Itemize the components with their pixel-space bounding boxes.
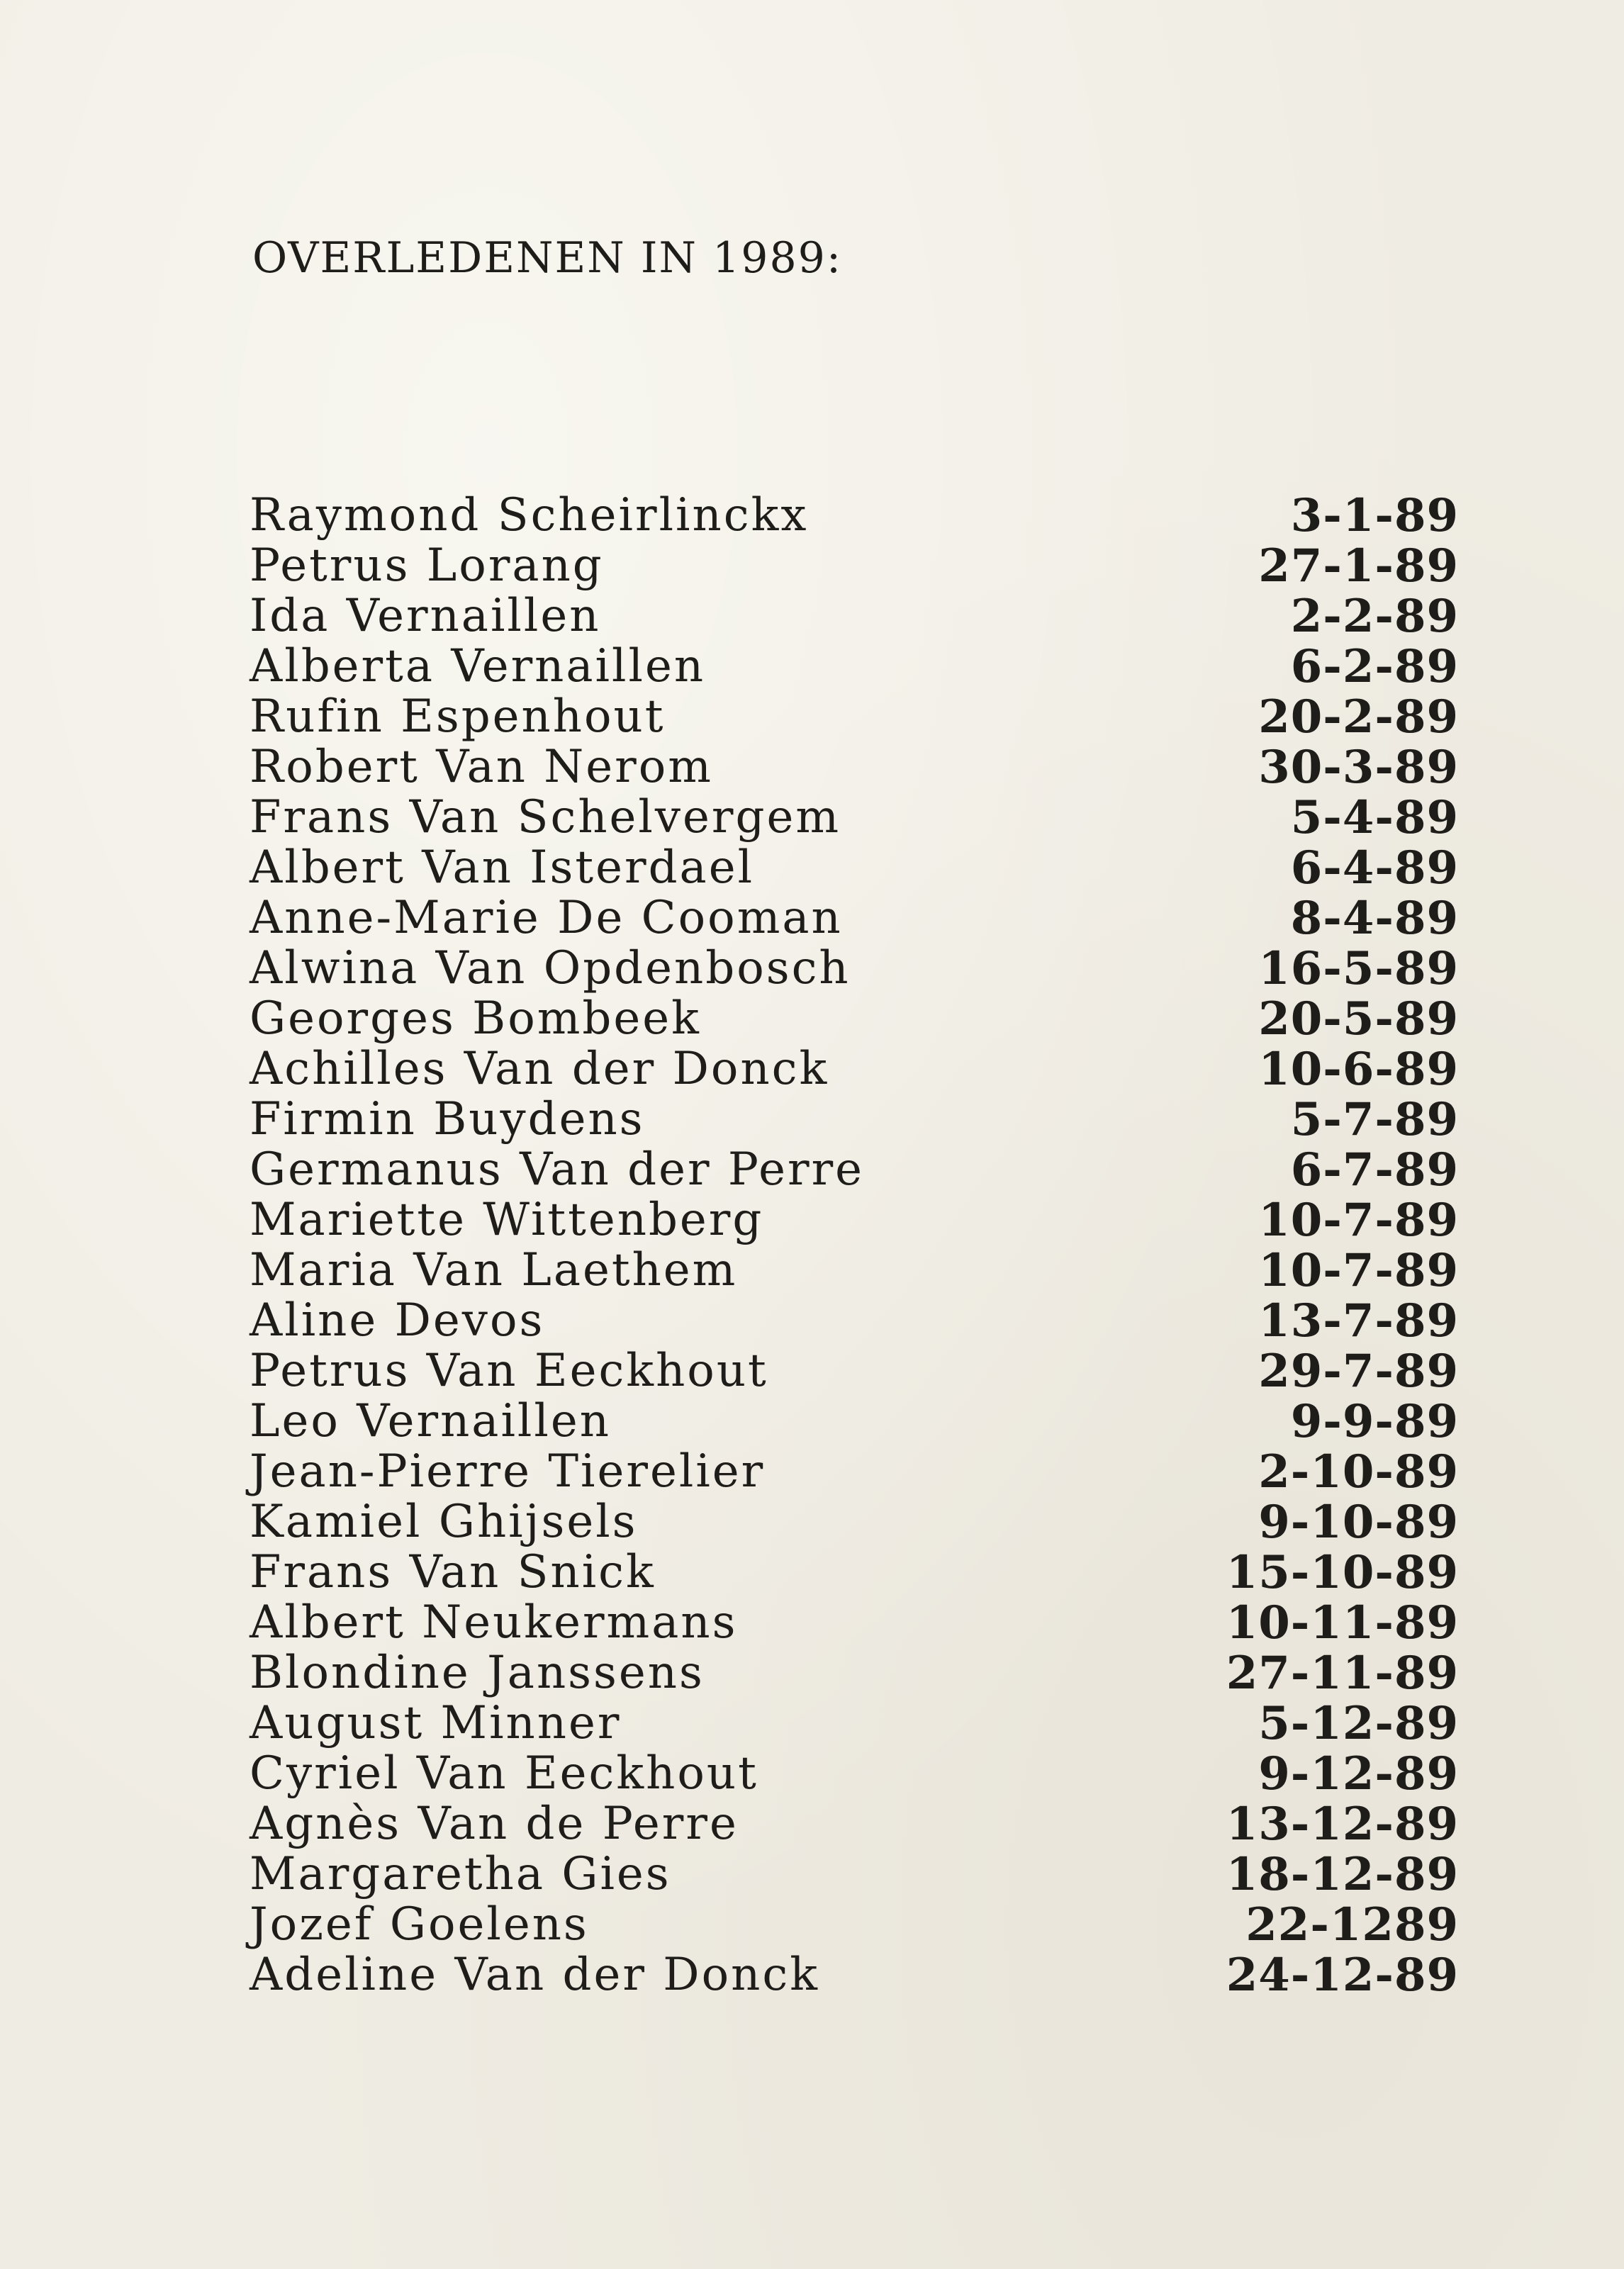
death-date: 16-5-89 bbox=[1258, 942, 1459, 995]
deceased-name: Albert Van Isterdael bbox=[250, 841, 755, 894]
death-date: 13-12-89 bbox=[1226, 1798, 1459, 1851]
list-item bbox=[250, 994, 1469, 1044]
deceased-name: Georges Bombeek bbox=[250, 992, 701, 1045]
list-item bbox=[250, 1447, 1469, 1497]
list-item bbox=[250, 1749, 1469, 1799]
list-item bbox=[250, 1849, 1469, 1900]
death-date: 5-4-89 bbox=[1290, 791, 1459, 844]
list-item bbox=[250, 1094, 1469, 1145]
list-item bbox=[250, 591, 1469, 642]
deceased-name: Ida Vernaillen bbox=[250, 590, 601, 642]
list-item bbox=[250, 1245, 1469, 1296]
list-item bbox=[250, 1346, 1469, 1396]
death-date: 15-10-89 bbox=[1226, 1546, 1459, 1599]
list-item bbox=[250, 692, 1469, 742]
list-item bbox=[250, 541, 1469, 591]
death-date: 6-4-89 bbox=[1290, 841, 1459, 895]
deceased-name: Leo Vernaillen bbox=[250, 1395, 611, 1447]
list-item bbox=[250, 1698, 1469, 1749]
deceased-name: Aline Devos bbox=[250, 1294, 545, 1347]
deceased-name: Jean-Pierre Tierelier bbox=[250, 1445, 766, 1498]
deceased-name: Anne-Marie De Cooman bbox=[250, 892, 843, 944]
list-item bbox=[250, 943, 1469, 994]
deceased-name: Maria Van Laethem bbox=[250, 1244, 738, 1296]
death-date: 9-9-89 bbox=[1290, 1395, 1459, 1448]
death-date: 8-4-89 bbox=[1290, 892, 1459, 945]
death-date: 13-7-89 bbox=[1258, 1294, 1459, 1348]
deceased-name: Firmin Buydens bbox=[250, 1093, 645, 1145]
list-item bbox=[250, 1799, 1469, 1849]
deceased-list bbox=[250, 491, 1469, 2000]
death-date: 29-7-89 bbox=[1258, 1345, 1459, 1398]
list-item bbox=[250, 642, 1469, 692]
deceased-name: Agnès Van de Perre bbox=[250, 1798, 739, 1850]
deceased-name: Margaretha Gies bbox=[250, 1848, 671, 1900]
death-date: 22-1289 bbox=[1245, 1898, 1459, 1951]
deceased-name: Kamiel Ghijsels bbox=[250, 1496, 638, 1548]
list-item bbox=[250, 1396, 1469, 1447]
list-item bbox=[250, 1950, 1469, 2000]
list-item bbox=[250, 1044, 1469, 1094]
deceased-name: Frans Van Snick bbox=[250, 1546, 656, 1598]
death-date: 6-7-89 bbox=[1290, 1143, 1459, 1197]
deceased-name: Germanus Van der Perre bbox=[250, 1143, 865, 1196]
list-item bbox=[250, 893, 1469, 943]
death-date: 27-1-89 bbox=[1258, 539, 1459, 593]
list-item bbox=[250, 1497, 1469, 1547]
death-date: 10-6-89 bbox=[1258, 1043, 1459, 1096]
list-item bbox=[250, 792, 1469, 843]
list-item bbox=[250, 1648, 1469, 1698]
death-date: 10-11-89 bbox=[1226, 1596, 1459, 1649]
list-item bbox=[250, 843, 1469, 893]
list-item bbox=[250, 1900, 1469, 1950]
death-date: 6-2-89 bbox=[1290, 640, 1459, 693]
deceased-name: Raymond Scheirlinckx bbox=[250, 489, 809, 542]
death-date: 18-12-89 bbox=[1226, 1848, 1459, 1901]
list-item bbox=[250, 1598, 1469, 1648]
death-date: 10-7-89 bbox=[1258, 1244, 1459, 1297]
deceased-name: Robert Van Nerom bbox=[250, 741, 713, 793]
death-date: 2-2-89 bbox=[1290, 590, 1459, 643]
death-date: 24-12-89 bbox=[1226, 1949, 1459, 2002]
deceased-name: August Minner bbox=[250, 1697, 622, 1749]
death-date: 20-2-89 bbox=[1258, 690, 1459, 744]
death-date: 9-10-89 bbox=[1258, 1496, 1459, 1549]
deceased-name: Mariette Wittenberg bbox=[250, 1194, 764, 1246]
deceased-name: Frans Van Schelvergem bbox=[250, 791, 841, 844]
death-date: 3-1-89 bbox=[1290, 489, 1459, 542]
deceased-name: Alberta Vernaillen bbox=[250, 640, 706, 693]
list-item bbox=[250, 1195, 1469, 1245]
death-date: 20-5-89 bbox=[1258, 992, 1459, 1046]
list-item bbox=[250, 1145, 1469, 1195]
death-date: 30-3-89 bbox=[1258, 741, 1459, 794]
deceased-name: Blondine Janssens bbox=[250, 1647, 705, 1699]
deceased-name: Achilles Van der Donck bbox=[250, 1043, 829, 1095]
death-date: 2-10-89 bbox=[1258, 1445, 1459, 1498]
list-item bbox=[250, 491, 1469, 541]
deceased-name: Petrus Van Eeckhout bbox=[250, 1345, 768, 1397]
deceased-name: Alwina Van Opdenbosch bbox=[250, 942, 851, 995]
death-date: 10-7-89 bbox=[1258, 1194, 1459, 1247]
page-title: OVERLEDENEN IN 1989: bbox=[252, 233, 843, 283]
death-date: 5-12-89 bbox=[1258, 1697, 1459, 1750]
deceased-name: Petrus Lorang bbox=[250, 539, 604, 592]
deceased-name: Jozef Goelens bbox=[250, 1898, 589, 1951]
list-item bbox=[250, 1296, 1469, 1346]
death-date: 5-7-89 bbox=[1290, 1093, 1459, 1146]
deceased-name: Albert Neukermans bbox=[250, 1596, 738, 1649]
deceased-name: Adeline Van der Donck bbox=[250, 1949, 819, 2001]
list-item bbox=[250, 1547, 1469, 1598]
deceased-name: Rufin Espenhout bbox=[250, 690, 666, 743]
death-date: 27-11-89 bbox=[1226, 1647, 1459, 1700]
list-item bbox=[250, 742, 1469, 792]
deceased-name: Cyriel Van Eeckhout bbox=[250, 1747, 758, 1800]
death-date: 9-12-89 bbox=[1258, 1747, 1459, 1800]
